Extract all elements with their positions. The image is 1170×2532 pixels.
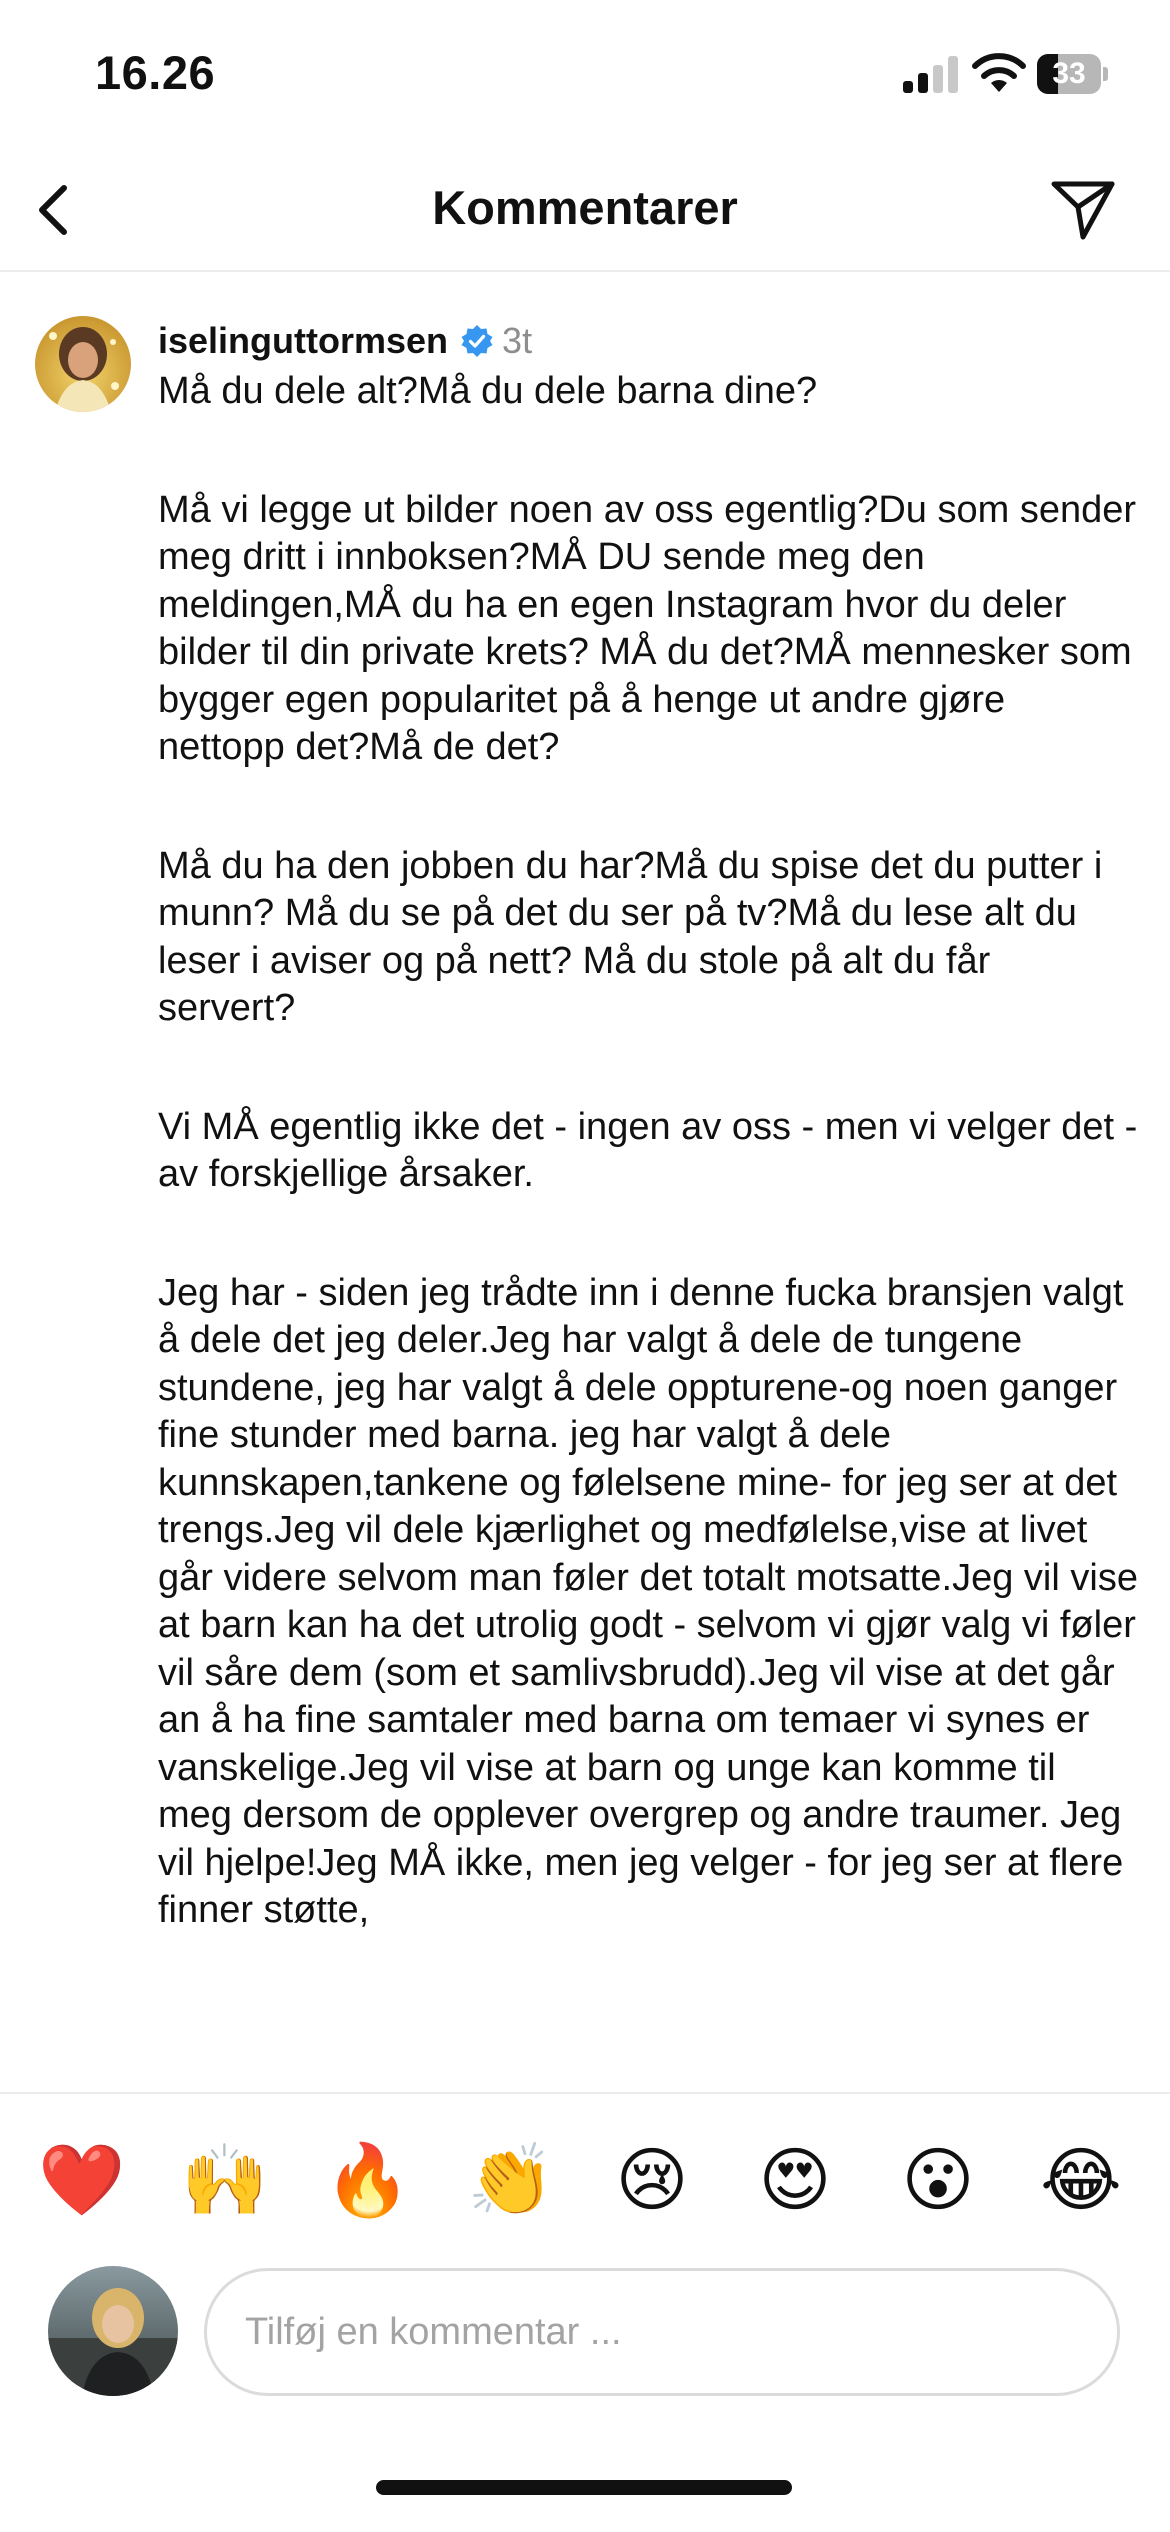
signal-icon — [903, 55, 959, 93]
comment-text — [158, 368, 1138, 2006]
comment-paragraph: Må du dele alt?Må du dele barna dine? — [158, 370, 818, 412]
send-icon — [1050, 179, 1116, 241]
comment-paragraph: Vi MÅ egentlig ikke det - ingen av oss - men vi velger det - av forskjellige årsaker. — [158, 1105, 1138, 1195]
comment-paragraph: Må vi legge ut bilder noen av oss egentlig?Du som sender meg dritt i innboksen?MÅ DU sende meg den meldingen,MÅ du ha en egen Instagram hvor du deler bilder til din private krets? MÅ du det?MÅ mennesker som bygger egen popularitet på å henge ut andre gjøre nettopp det?Må de det? — [158, 488, 1137, 768]
battery-icon — [1037, 54, 1107, 94]
comment-input[interactable] — [204, 2268, 1120, 2396]
comment-paragraph: Må du ha den jobben du har?Må du spise det du putter i munn? Må du se på det du ser på tv?Må du lese alt du leser i aviser og på nett? Må du stole på alt du får servert? — [158, 844, 1103, 1029]
comment-timestamp: 3t — [502, 320, 533, 361]
status-bar — [0, 0, 1170, 150]
emoji-surprised-face[interactable]: 😮 — [901, 2139, 975, 2221]
send-button[interactable] — [1045, 172, 1121, 248]
emoji-crying-face[interactable]: 😢 — [615, 2139, 689, 2221]
current-user-avatar-image — [48, 2266, 178, 2396]
author-avatar-image — [35, 316, 131, 412]
page-title: Kommentarer — [432, 181, 738, 234]
home-indicator[interactable] — [376, 2480, 792, 2495]
author-avatar[interactable] — [35, 316, 131, 412]
emoji-raising-hands[interactable]: 🙌 — [181, 2139, 269, 2221]
emoji-red-heart[interactable]: ❤️ — [38, 2139, 126, 2221]
status-time: 16.26 — [95, 46, 216, 99]
comment-composer-bar — [0, 2092, 1170, 2532]
comment-username[interactable]: iselinguttormsen — [158, 320, 449, 361]
comment-paragraph: Jeg har - siden jeg trådte inn i denne fucka bransjen valgt å dele det jeg deler.Jeg har valgt å dele de tungene stundene, jeg har valgt å dele oppturene-og noen ganger fine stunder med barna. jeg har valgt å dele kunnskapen,tankene og følelsene mine- for jeg ser at det trengs.Jeg vil dele kjærlighet og medfølelse,vise at livet går videre selvom man føler det totalt motsatte.Jeg vil vise at barn kan ha det utrolig godt - selvom vi gjør valg vi føler vil såre dem (som et samlivsbrudd).Jeg vil vise at det går an å ha fine samtaler med barna om temaer vi synes er vanskelige.Jeg vil vise at barn og unge kan komme til meg dersom de opplever overgrep og andre traumer. Jeg vil hjelpe!Jeg MÅ ikke, men jeg velger - for jeg ser at flere finner støtte, — [158, 1271, 1138, 1931]
emoji-tears-of-joy[interactable]: 😂 — [1040, 2139, 1122, 2221]
emoji-fire[interactable]: 🔥 — [324, 2139, 412, 2221]
quick-reactions — [0, 2138, 1170, 2228]
battery-level-text: 33 — [1052, 57, 1086, 90]
verified-badge-icon — [460, 324, 494, 358]
wifi-icon — [970, 52, 1028, 94]
emoji-clapping-hands[interactable]: 👏 — [467, 2139, 555, 2221]
header — [0, 150, 1170, 272]
comment-meta — [158, 320, 532, 362]
current-user-avatar[interactable] — [48, 2266, 178, 2396]
emoji-heart-eyes[interactable]: 😍 — [758, 2139, 832, 2221]
comment-thread — [0, 272, 1170, 2092]
